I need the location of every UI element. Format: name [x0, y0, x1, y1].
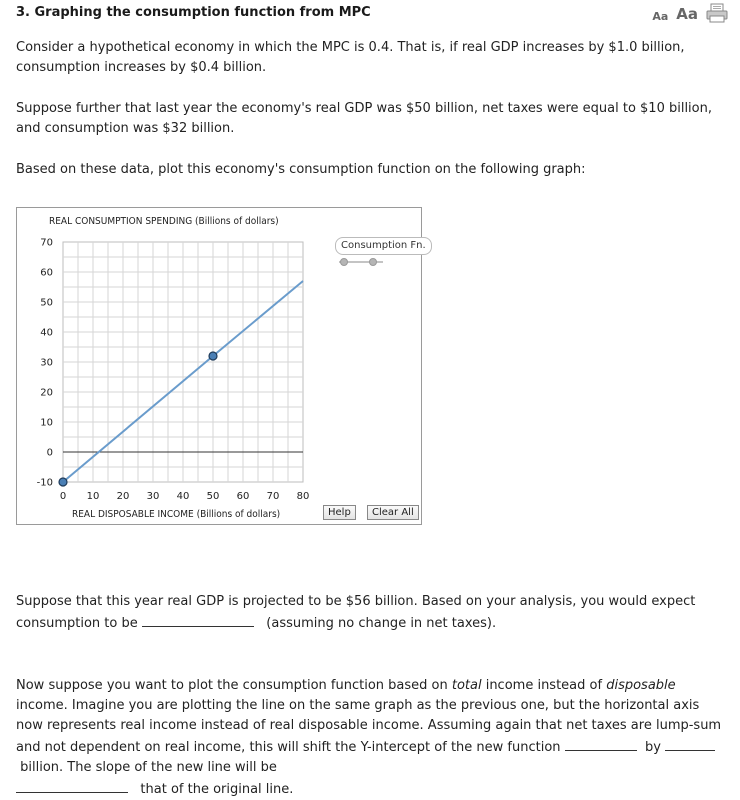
projection-text-end: (assuming no change in net taxes).	[266, 616, 497, 631]
y-tick-label: 0	[46, 447, 53, 459]
text-segment: by	[644, 740, 661, 755]
grid-lines	[63, 242, 303, 482]
x-axis-title: REAL DISPOSABLE INCOME (Billions of dollars)	[72, 509, 281, 520]
y-tick-label: 20	[40, 387, 53, 399]
y-tick-label: 50	[40, 297, 53, 309]
font-size-small-button[interactable]: Aa	[652, 10, 669, 23]
x-tick-label: 20	[116, 491, 130, 502]
legend-point-icon	[341, 259, 348, 266]
text-segment: that of the original line.	[140, 782, 294, 797]
y-tick-label: 70	[40, 237, 53, 249]
mpc-paragraph: Consider a hypothetical economy in which the MPC is 0.4. That is, if real GDP increases by $1.0 billion, consumption increases by $0.4 billion.	[16, 40, 685, 75]
instruction-paragraph: Based on these data, plot this economy's consumption function on the following graph:	[16, 162, 586, 177]
x-tick-label: 0	[59, 491, 67, 502]
x-tick-label: 80	[296, 491, 310, 502]
last-year-paragraph: Suppose further that last year the economy's real GDP was $50 billion, net taxes were equal to $10 billion, and consumption was $32 billion.	[16, 101, 712, 136]
x-tick-label: 70	[266, 491, 280, 502]
emphasis-disposable: disposable	[606, 678, 676, 693]
y-tick-label: 10	[40, 417, 53, 429]
consumption-graph[interactable]	[17, 208, 423, 526]
emphasis-total: total	[451, 678, 482, 693]
y-tick-label: -10	[36, 477, 53, 489]
print-icon[interactable]	[706, 3, 728, 23]
y-tick-label: 30	[40, 357, 53, 369]
slope-comparison-dropdown[interactable]	[16, 778, 128, 793]
font-tools	[652, 3, 728, 23]
text-segment: Now suppose you want to plot the consumption function based on	[16, 678, 452, 693]
clear-all-button[interactable]: Clear All	[367, 505, 419, 520]
y-tick-label: 60	[40, 267, 53, 279]
x-tick-label: 60	[236, 491, 250, 502]
legend-point-icon	[370, 259, 377, 266]
graph-panel	[16, 207, 426, 525]
x-tick-label: 30	[146, 491, 160, 502]
x-tick-label: 50	[206, 491, 220, 502]
x-tick-label: 40	[176, 491, 190, 502]
data-point	[59, 478, 67, 486]
text-segment: income. Imagine you are plotting the line on the same graph as the previous one, but the horizontal axis now represents real income instead of real disposable income. Assuming again that net taxes are lump-sum and not dependent on real income, this will shift the Y-intercept of the new function	[16, 698, 722, 755]
total-income-paragraph	[16, 676, 728, 800]
data-point	[209, 352, 217, 360]
projection-text: Suppose that this year real GDP is projected to be $56 billion. Based on your analysis, you would expect consumption to be	[16, 594, 696, 631]
font-size-large-button[interactable]: Aa	[676, 5, 698, 23]
x-tick-label: 10	[86, 491, 100, 502]
y-axis-title: REAL CONSUMPTION SPENDING (Billions of dollars)	[49, 216, 279, 227]
help-button[interactable]: Help	[323, 505, 356, 520]
shift-amount-dropdown[interactable]	[665, 736, 715, 751]
question-title: 3. Graphing the consumption function from MPC	[16, 5, 371, 20]
legend-line-tool[interactable]	[335, 257, 385, 267]
shift-direction-dropdown[interactable]	[565, 736, 637, 751]
consumption-answer-field[interactable]	[142, 612, 254, 627]
legend-consumption-fn[interactable]: Consumption Fn.	[335, 237, 432, 255]
text-segment: income instead of	[481, 678, 607, 693]
text-segment: billion. The slope of the new line will be	[20, 760, 277, 775]
projection-paragraph	[16, 592, 728, 634]
y-tick-label: 40	[40, 327, 53, 339]
